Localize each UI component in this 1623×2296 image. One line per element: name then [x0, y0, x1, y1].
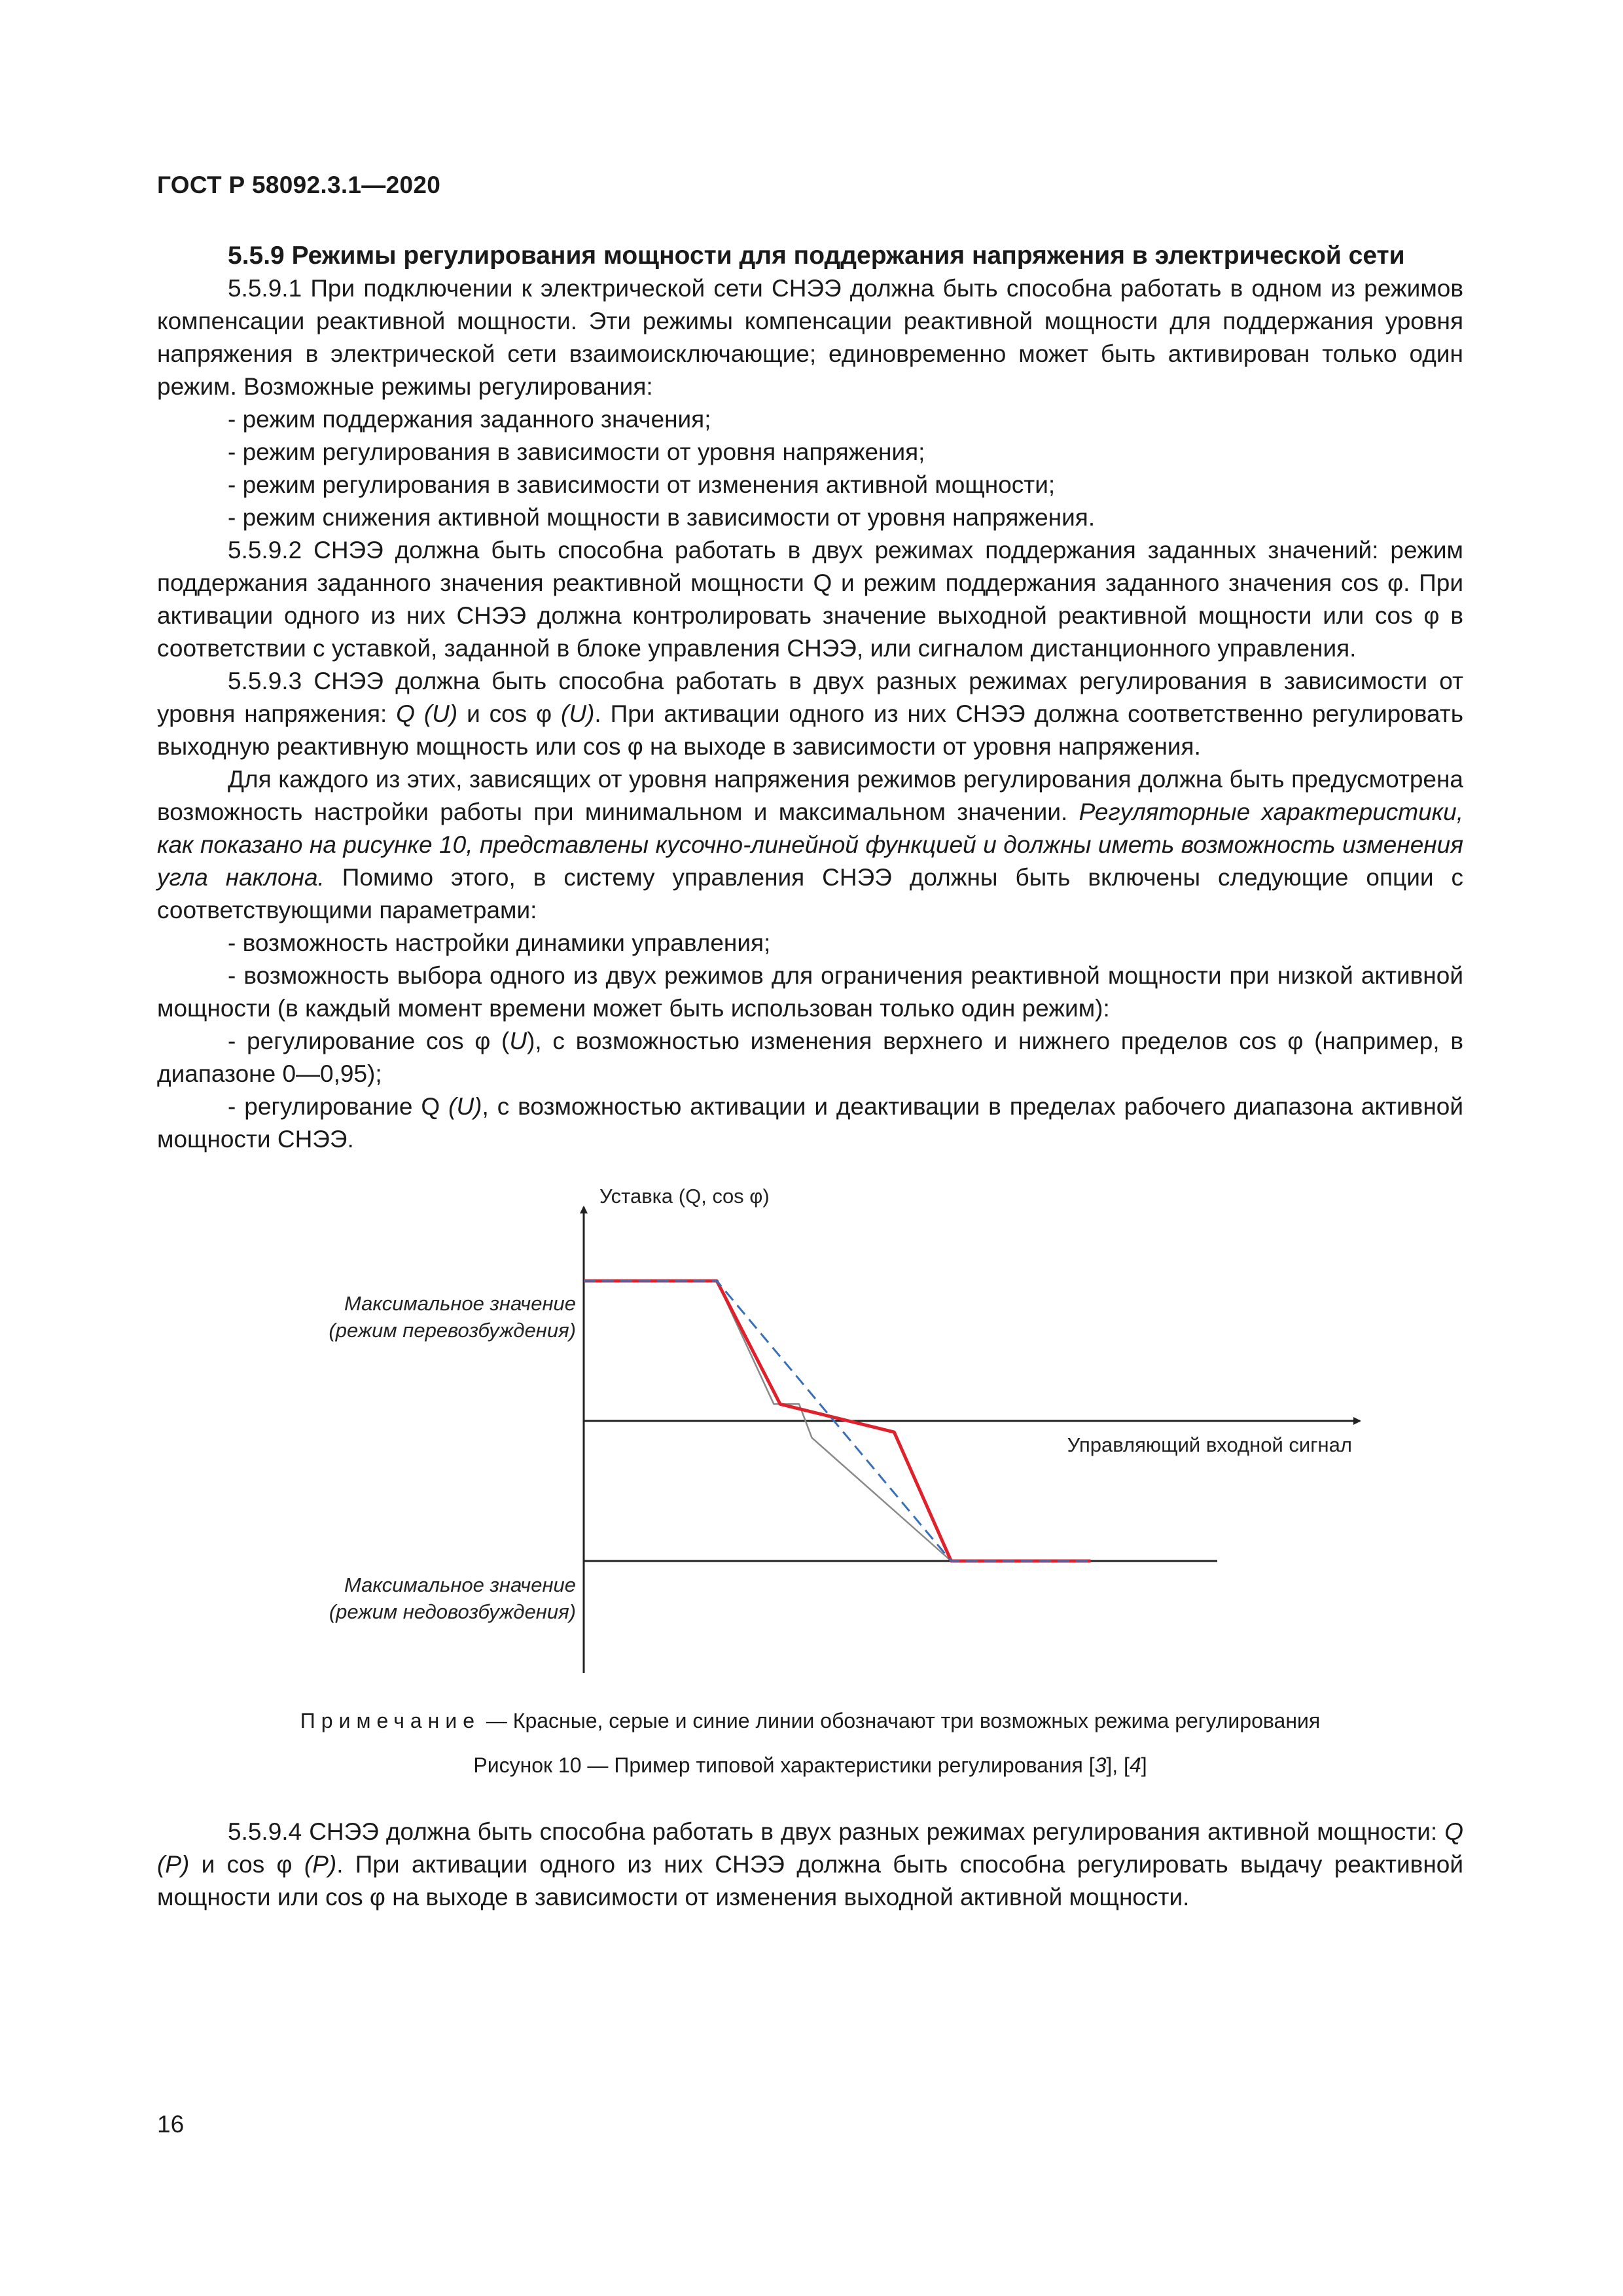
paragraph-5-5-9-1: 5.5.9.1 При подключении к электрической сети СНЭЭ должна быть способна работать в одном из режимов компенсации реактивной мощности. Эти режимы компенсации реактивной мощности для поддержания уровня напряжения в электрической сети взаимоисключающие; единовременно может быть активирован только один режим. Возможные режимы регулирования:: [157, 275, 1463, 400]
list-item: - режим поддержания заданного значения;: [228, 406, 711, 433]
max-underexcitation-label: Максимальное значение: [344, 1573, 576, 1596]
list-item: - возможность выбора одного из двух режимов для ограничения реактивной мощности при низкой активной мощности (в каждый момент времени может быть использован только один режим):: [157, 962, 1463, 1022]
paragraph-options: Для каждого из этих, зависящих от уровня напряжения режимов регулирования должна быть предусмотрена возможность настройки работы при минимальном и максимальном значении. Регуляторные характеристики, как показано на рисунке 10, представлены кусочно-линейной функцией и должны иметь возможность изменения угла наклона. Помимо этого, в систему управления СНЭЭ должны быть включены следующие опции с соответствующими параметрами:: [157, 766, 1463, 924]
figure-caption: Рисунок 10 — Пример типовой характеристики регулирования [3], [4]: [473, 1753, 1147, 1777]
figure-10: [157, 1175, 1463, 1706]
paragraph-5-5-9-3: 5.5.9.3 СНЭЭ должна быть способна работать в двух разных режимах регулирования в зависимости от уровня напряжения: Q (U) и cos φ (U). При активации одного из них СНЭЭ должна соответственно регулировать выходную реактивную мощность или cos φ на выходе в зависимости от уровня напряжения.: [157, 668, 1463, 760]
max-underexcitation-mode: (режим недовозбуждения): [329, 1600, 576, 1623]
regulation-chart: [157, 1175, 1463, 1706]
max-overexcitation-mode: (режим перевозбуждения): [329, 1319, 576, 1342]
max-overexcitation-label: Максимальное значение: [344, 1292, 576, 1315]
section-title: 5.5.9 Режимы регулирования мощности для поддержания напряжения в электрической сети: [228, 242, 1405, 270]
paragraph-5-5-9-4: 5.5.9.4 СНЭЭ должна быть способна работать в двух разных режимах регулирования активной мощности: Q (P) и cos φ (P). При активации одного из них СНЭЭ должна быть способна регулировать выдачу реактивной мощности или cos φ на выходе в зависимости от изменения выходной активной мощности.: [157, 1818, 1464, 1910]
options-list: [157, 927, 1463, 1156]
y-axis-label: Уставка (Q, cos φ): [599, 1185, 770, 1208]
x-axis-label: Управляющий входной сигнал: [1067, 1433, 1352, 1456]
paragraph-5-5-9-2: 5.5.9.2 СНЭЭ должна быть способна работать в двух режимах поддержания заданных значений: режим поддержания заданного значения реактивной мощности Q и режим поддержания заданного значения cos φ. При активации одного из них СНЭЭ должна контролировать значение выходной реактивной мощности или cos φ в соответствии с уставкой, заданной в блоке управления СНЭЭ, или сигналом дистанционного управления.: [157, 537, 1463, 662]
figure-note: Примечание — Красные, серые и синие линии обозначают три возможных режима регулирования: [300, 1709, 1321, 1732]
list-item: - регулирование Q (U), с возможностью активации и деактивации в пределах рабочего диапазона активной мощности СНЭЭ.: [157, 1093, 1463, 1153]
list-item: - режим регулирования в зависимости от изменения активной мощности;: [228, 471, 1056, 498]
modes-list: [157, 403, 1463, 534]
document-page: [157, 171, 1463, 1914]
list-item: - режим снижения активной мощности в зависимости от уровня напряжения.: [228, 504, 1096, 531]
list-item: - регулирование cos φ (U), с возможностью изменения верхнего и нижнего пределов cos φ (например, в диапазоне 0—0,95);: [157, 1028, 1463, 1087]
page-number: 16: [157, 2111, 185, 2138]
list-item: - режим регулирования в зависимости от уровня напряжения;: [228, 439, 925, 465]
document-code: ГОСТ Р 58092.3.1—2020: [157, 171, 441, 198]
list-item: - возможность настройки динамики управления;: [228, 929, 771, 956]
